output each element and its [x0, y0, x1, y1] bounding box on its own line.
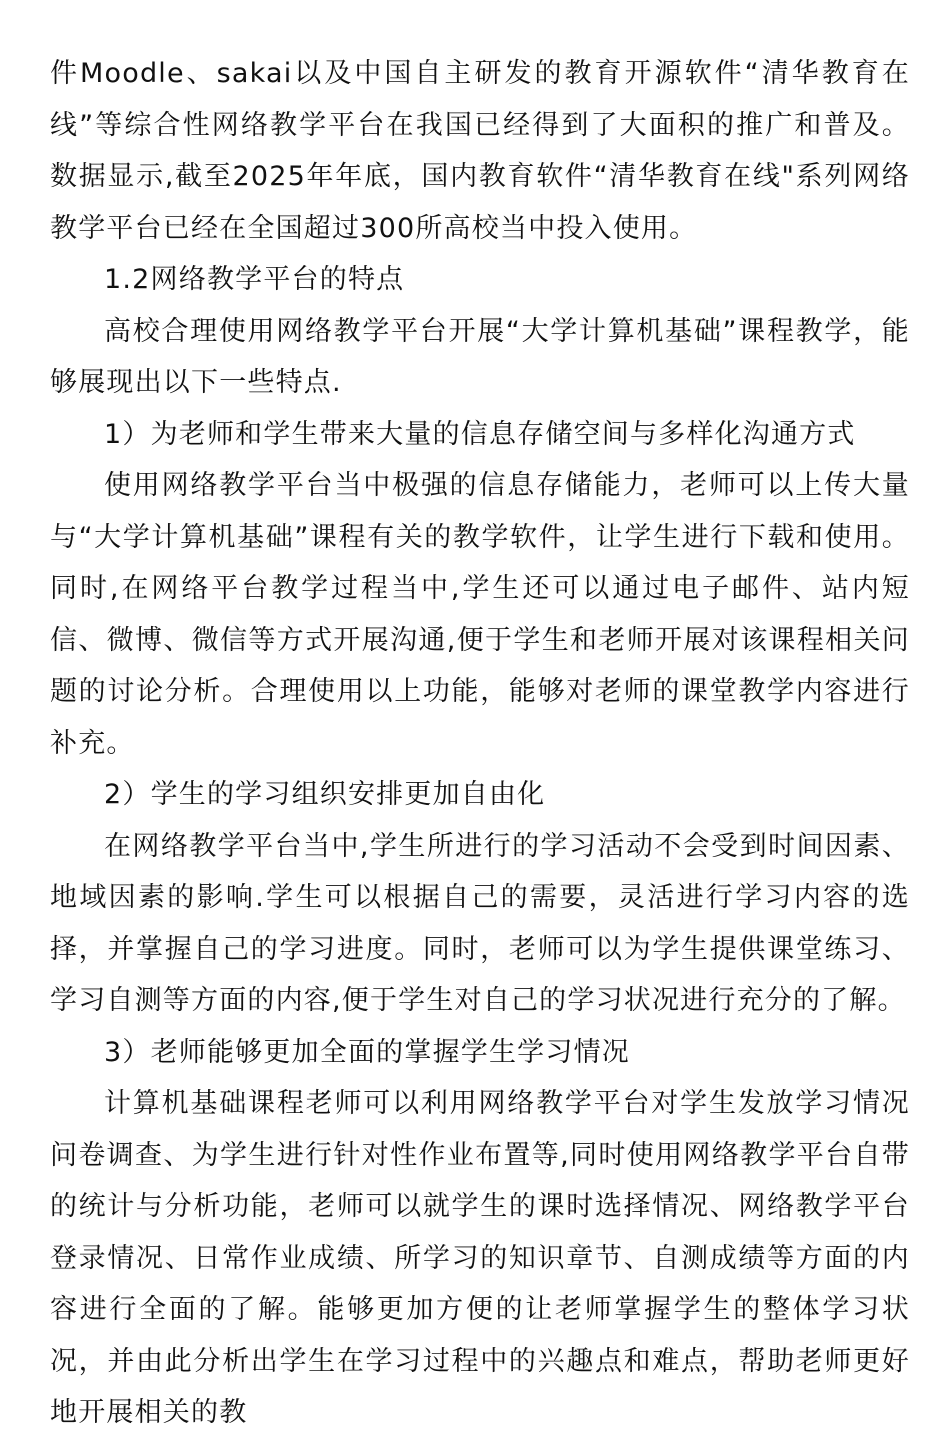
body-paragraph-freedom: 在网络教学平台当中,学生所进行的学习活动不会受到时间因素、地域因素的影响.学生可以根据自己的需要，灵活进行学习内容的选择，并掌握自己的学习进度。同时，老师可以为学生提供课堂练习、学习自测等方面的内容,便于学生对自己的学习状况进行充分的了解。	[50, 830, 910, 1016]
body-paragraph-teacher: 计算机基础课程老师可以利用网络教学平台对学生发放学习情况问卷调查、为学生进行针对性作业布置等,同时使用网络教学平台自带的统计与分析功能，老师可以就学生的课时选择情况、网络教学平台登录情况、日常作业成绩、所学习的知识章节、自测成绩等方面的内容进行全面的了解。能够更加方便的让老师掌握学生的整体学习状况，并由此分析出学生在学习过程中的兴趣点和难点，帮助老师更好地开展相关的教	[50, 1088, 910, 1428]
document-page	[50, 48, 910, 1439]
body-paragraph-intro: 高校合理使用网络教学平台开展“大学计算机基础”课程教学，能够展现出以下一些特点.	[50, 315, 910, 398]
list-item-heading-1: 1）为老师和学生带来大量的信息存储空间与多样化沟通方式	[104, 418, 856, 450]
list-item-heading-3: 3）老师能够更加全面的掌握学生学习情况	[104, 1036, 630, 1068]
body-paragraph-continued: 件Moodle、sakai以及中国自主研发的教育开源软件“清华教育在线”等综合性网络教学平台在我国已经得到了大面积的推广和普及。数据显示,截至2025年年底，国内教育软件“清华教育在线"系列网络教学平台已经在全国超过300所高校当中投入使用。	[50, 58, 910, 244]
section-heading-1-2: 1.2网络教学平台的特点	[104, 264, 405, 295]
list-item-heading-2: 2）学生的学习组织安排更加自由化	[104, 779, 546, 810]
body-paragraph-storage: 使用网络教学平台当中极强的信息存储能力，老师可以上传大量与“大学计算机基础”课程有关的教学软件，让学生进行下载和使用。同时,在网络平台教学过程当中,学生还可以通过电子邮件、站内短信、微博、微信等方式开展沟通,便于学生和老师开展对该课程相关问题的讨论分析。合理使用以上功能，能够对老师的课堂教学内容进行补充。	[50, 470, 910, 759]
